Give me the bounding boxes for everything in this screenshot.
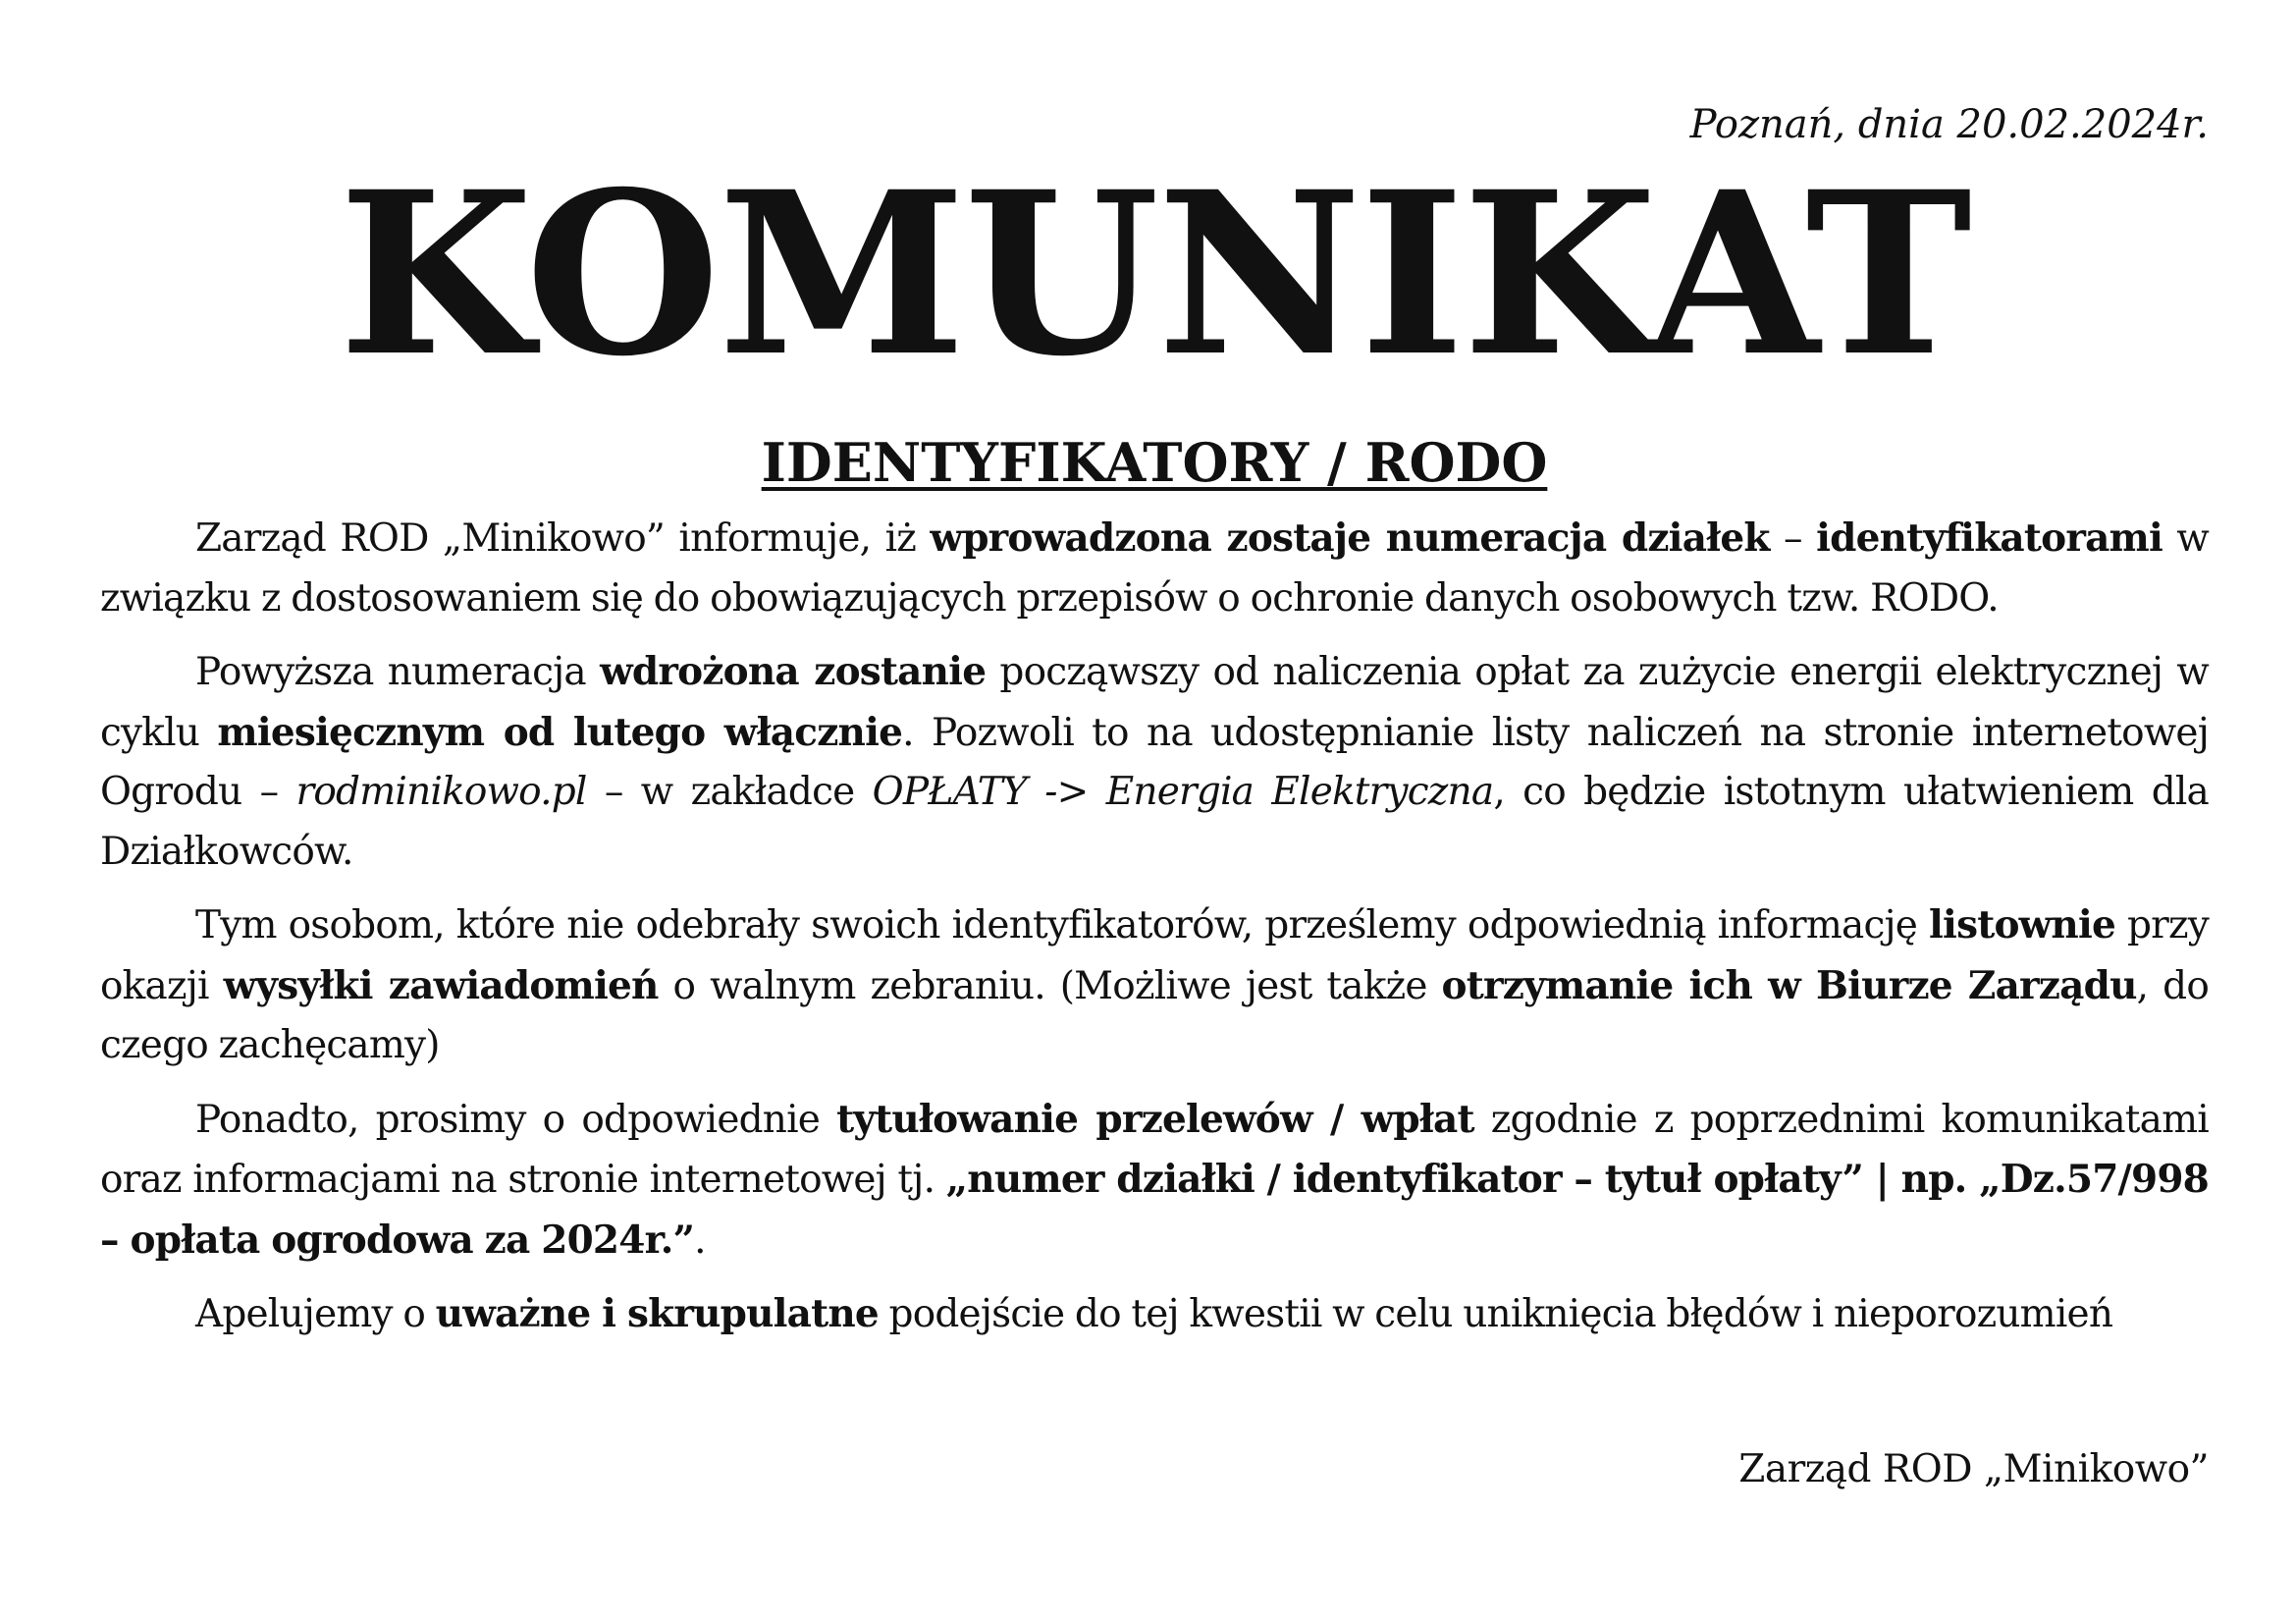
page-title: KOMUNIKAT [339, 142, 1970, 406]
paragraph-numbering [100, 509, 2209, 628]
text-run: Apelujemy o [195, 1292, 436, 1336]
text-run: wdrożona zostanie [600, 649, 987, 694]
text-run: , do czego zachęcamy) [100, 963, 2210, 1067]
text-run: w związku z dostosowaniem się do obowiązujących przepisów o ochronie danych osobowych tzw. RODO. [100, 516, 2209, 621]
text-run: listownie [1929, 902, 2116, 947]
signature: Zarząd ROD „Minikowo” [1738, 1447, 2209, 1491]
text-run: o walnym zebraniu. (Możliwe jest także [658, 963, 1442, 1008]
text-run: Powyższa numeracja [195, 650, 601, 694]
text-run: . [694, 1218, 706, 1263]
announcement-page [100, 0, 2209, 1624]
text-run: wprowadzona zostaje numeracja działek [930, 515, 1770, 561]
text-run: – [1769, 516, 1817, 561]
text-run: – w zakładce [586, 770, 873, 814]
text-run: tytułowanie przelewów / wpłat [836, 1096, 1474, 1142]
announcement-body [100, 509, 2209, 1359]
text-run: Tym osobom, które nie odebrały swoich identyfikatorów, prześlemy odpowiednią informację [195, 903, 1930, 947]
text-run: rodminikowo.pl [295, 770, 587, 814]
paragraph-appeal [100, 1284, 2209, 1345]
text-run: . Pozwoli to na udostępnianie listy naliczeń na stronie internetowej Ogrodu – [100, 710, 2209, 814]
text-run: miesięcznym od lutego włącznie [217, 709, 903, 755]
text-run: „numer działki / identyfikator – tytuł opłaty” | np. „Dz.57/998 – opłata ogrodowa za 2024r.” [100, 1157, 2210, 1263]
paragraph-identifiers-delivery [100, 895, 2209, 1076]
text-run: OPŁATY -> Energia Elektryczna [872, 770, 1494, 814]
text-run: począwszy od naliczenia opłat za zużycie energii elektrycznej w cyklu [100, 650, 2209, 755]
text-run: otrzymanie ich w Biurze Zarządu [1441, 962, 2137, 1008]
date-line: Poznań, dnia 20.02.2024r. [1689, 102, 2209, 147]
text-run: uważne i skrupulatne [435, 1291, 879, 1336]
paragraph-payment-titles [100, 1090, 2209, 1272]
text-run: Zarząd ROD „Minikowo” informuje, iż [195, 516, 931, 561]
text-run: identyfikatorami [1816, 515, 2163, 561]
text-run: , co będzie istotnym ułatwieniem dla Działkowców. [100, 770, 2209, 874]
subtitle: IDENTYFIKATORY / RODO [761, 431, 1548, 494]
text-run: podejście do tej kwestii w celu uniknięcia błędów i nieporozumień [878, 1292, 2113, 1336]
text-run: wysyłki zawiadomień [223, 962, 659, 1008]
text-run: zgodnie z poprzednimi komunikatami oraz informacjami na stronie internetowej tj. [100, 1097, 2209, 1202]
paragraph-energy-billing [100, 642, 2209, 882]
text-run: Ponadto, prosimy o odpowiednie [195, 1097, 837, 1142]
text-run: przy okazji [100, 903, 2209, 1008]
